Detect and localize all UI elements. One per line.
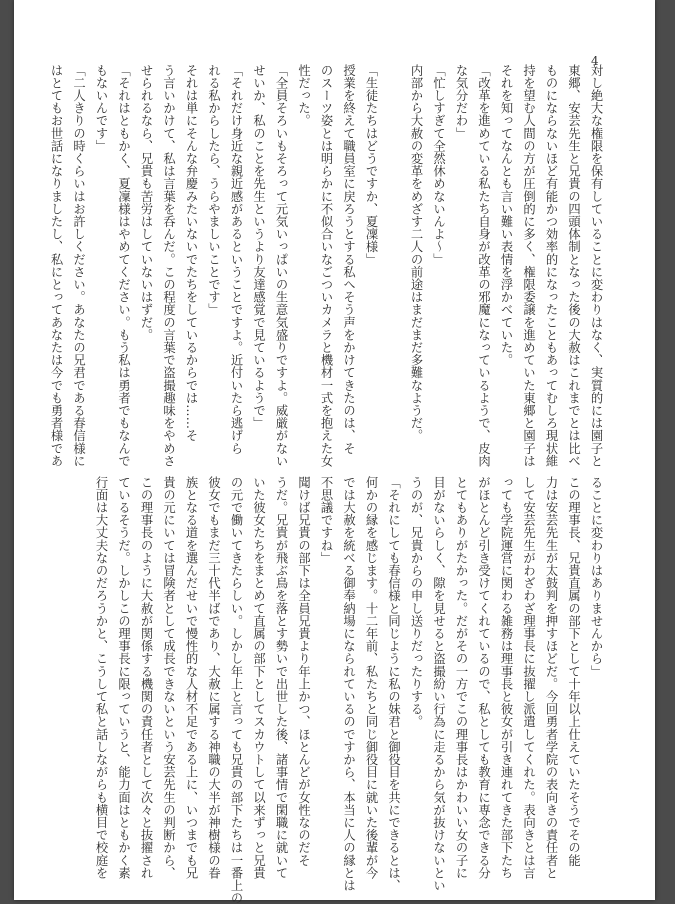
text-line: ているそうだ。しかしこの理事長に限っていうと、能力面はともかく素 xyxy=(116,476,131,880)
text-line: では大赦を統べる御奉納場になられているのですから、本当に人の縁とは xyxy=(341,476,356,892)
text-line: それを知ってなんとも言い難い表情を浮かべていた。 xyxy=(499,64,513,367)
text-line: 貴の元にいては冒険者として成長できないという安芸先生の判断から、 xyxy=(161,476,176,880)
text-line: 「全員そろいもそろって元気いっぱいの生意気盛りですよ。威厳がない xyxy=(274,64,288,468)
text-line: うのが、兄貴からの申し送りだったりする。 xyxy=(409,476,423,728)
text-line: 「忙しすぎて全然休めないんよ〜」 xyxy=(431,64,446,266)
text-line: 聞けば兄貴の部下は全員兄貴より年上かつ、ほとんどが女性なのだそ xyxy=(296,476,311,867)
text-line: うだ。兄貴が飛ぶ鳥を落とす勢いで出世した後、諸事情で閑職に就いて xyxy=(274,476,288,880)
text-line: ることに変わりはありませんから」 xyxy=(589,476,603,678)
text-block-upper xyxy=(49,64,607,468)
text-line: 力は安芸先生が太鼓判を押すほどだ。今回勇者学院の表向きの責任者と xyxy=(544,476,558,880)
text-line: の元で働いてきたらしい。しかし年上と言っても兄貴の部下たちは一番上の xyxy=(229,476,243,904)
text-line: のスーツ姿とは明らかに不似合いなごついカメラと機材一式を抱えた女 xyxy=(319,64,333,468)
text-line: 族となる道を選んだせいで慢性的な人材不足である上に、いつまでも兄 xyxy=(184,476,198,880)
text-line: いた彼女たちをまとめて直属の部下としてスカウトして以来ずっと兄貴 xyxy=(251,476,266,880)
text-line: 性だった。 xyxy=(296,64,311,127)
text-line: 対し絶大な権限を保有していることに変わりはなく、実質的には園子と xyxy=(589,64,603,468)
text-line: な気分だわ」 xyxy=(454,64,468,140)
text-line: せられるなら、兄貴も苦労はしていないはずだ。 xyxy=(139,64,153,342)
text-line: 何かの縁を感じます。十二年前、私たちと同じ御役目に就いた後輩が今 xyxy=(364,476,378,880)
text-line: 彼女でもまだ三十代半ばであり、大赦に属する神職の大半が神樹様の眷 xyxy=(206,476,221,880)
text-line: う言いかけて、私は言葉を呑んだ。この程度の言葉で盗撮趣味をやめさ xyxy=(161,64,176,468)
text-line: 行面は大丈夫なのだろうかと、こうして私と話しながらも横目で校庭を xyxy=(94,476,108,880)
text-line: 東郷、安芸先生と兄貴の四頭体制となった後の大赦はこれまでとは比べ xyxy=(566,64,581,468)
text-line: っても学院運営に関わる雑務は理事長と彼女が引き連れてきた部下たち xyxy=(499,476,513,880)
text-line: して安芸先生がわざわざ理事長に抜擢し派遣してくれた。表向きとは言 xyxy=(521,476,536,880)
text-line: もないんです」 xyxy=(94,64,108,153)
text-line: 目がないらしく、隙を見せると盗撮紛い行為に走るから気が抜けないとい xyxy=(431,476,446,892)
text-line: 「それだけ身近な親近感があるということですよ。近付いたら逃げら xyxy=(229,64,243,455)
text-line: 「生徒たちはどうですか、夏凜様」 xyxy=(364,64,378,266)
text-line: 「改革を進めている私たち自身が改革の邪魔になっているようで、皮肉 xyxy=(476,64,491,468)
text-line: はとてもお世話になりましたし、私にとってあなたは今でも勇者様であ xyxy=(49,64,63,468)
text-line: せいか、私のことを先生というより友達感覚で見ているようで」 xyxy=(251,64,266,430)
text-block-lower xyxy=(77,476,607,904)
text-line: とてもありがたかった。だがその一方でこの理事長はかわいい女の子に xyxy=(454,476,468,880)
text-line: 授業を終えて職員室に戻ろうとする私へそう声をかけてきたのは、そ xyxy=(341,64,356,455)
text-line: 「それはともかく、夏凜様はやめてください。もう私は勇者でもなんで xyxy=(116,64,131,468)
text-line: 持を望む人間の方が圧倒的に多く、権限委譲を進めていた東郷と園子は xyxy=(521,64,536,468)
page-number: 4 xyxy=(591,54,599,68)
text-line: この理事長のように大赦が関係する機関の責任者として次々と抜擢され xyxy=(139,476,153,880)
text-line: 「それにしても春信様と同じように私の妹君と御役目を共にできるとは、 xyxy=(386,476,401,892)
text-line: 不思議ですね」 xyxy=(319,476,333,565)
text-line: がほとんど引き受けてくれているので、私としても教育に専念できる分 xyxy=(476,476,491,880)
text-line xyxy=(382,64,405,442)
text-line: ものにならないほど有能かつ効率的になったこともあってむしろ現状維 xyxy=(544,64,558,468)
text-line: れる私からしたら、うらやましいことです」 xyxy=(206,64,221,316)
book-page xyxy=(14,0,655,904)
text-line: この理事長、兄貴直属の部下として十年以上仕えていたそうでその能 xyxy=(566,476,581,867)
text-line: 内部から大赦の変革をめざす二人の前途はまだまだ多難なようだ。 xyxy=(409,64,423,442)
text-line: それは単にそんな弁慶みたいないでたちをしているからでは……そ xyxy=(184,64,198,442)
text-line: 「二人きりの時くらいはお許しください。あなたの兄君である春信様に xyxy=(71,64,86,468)
